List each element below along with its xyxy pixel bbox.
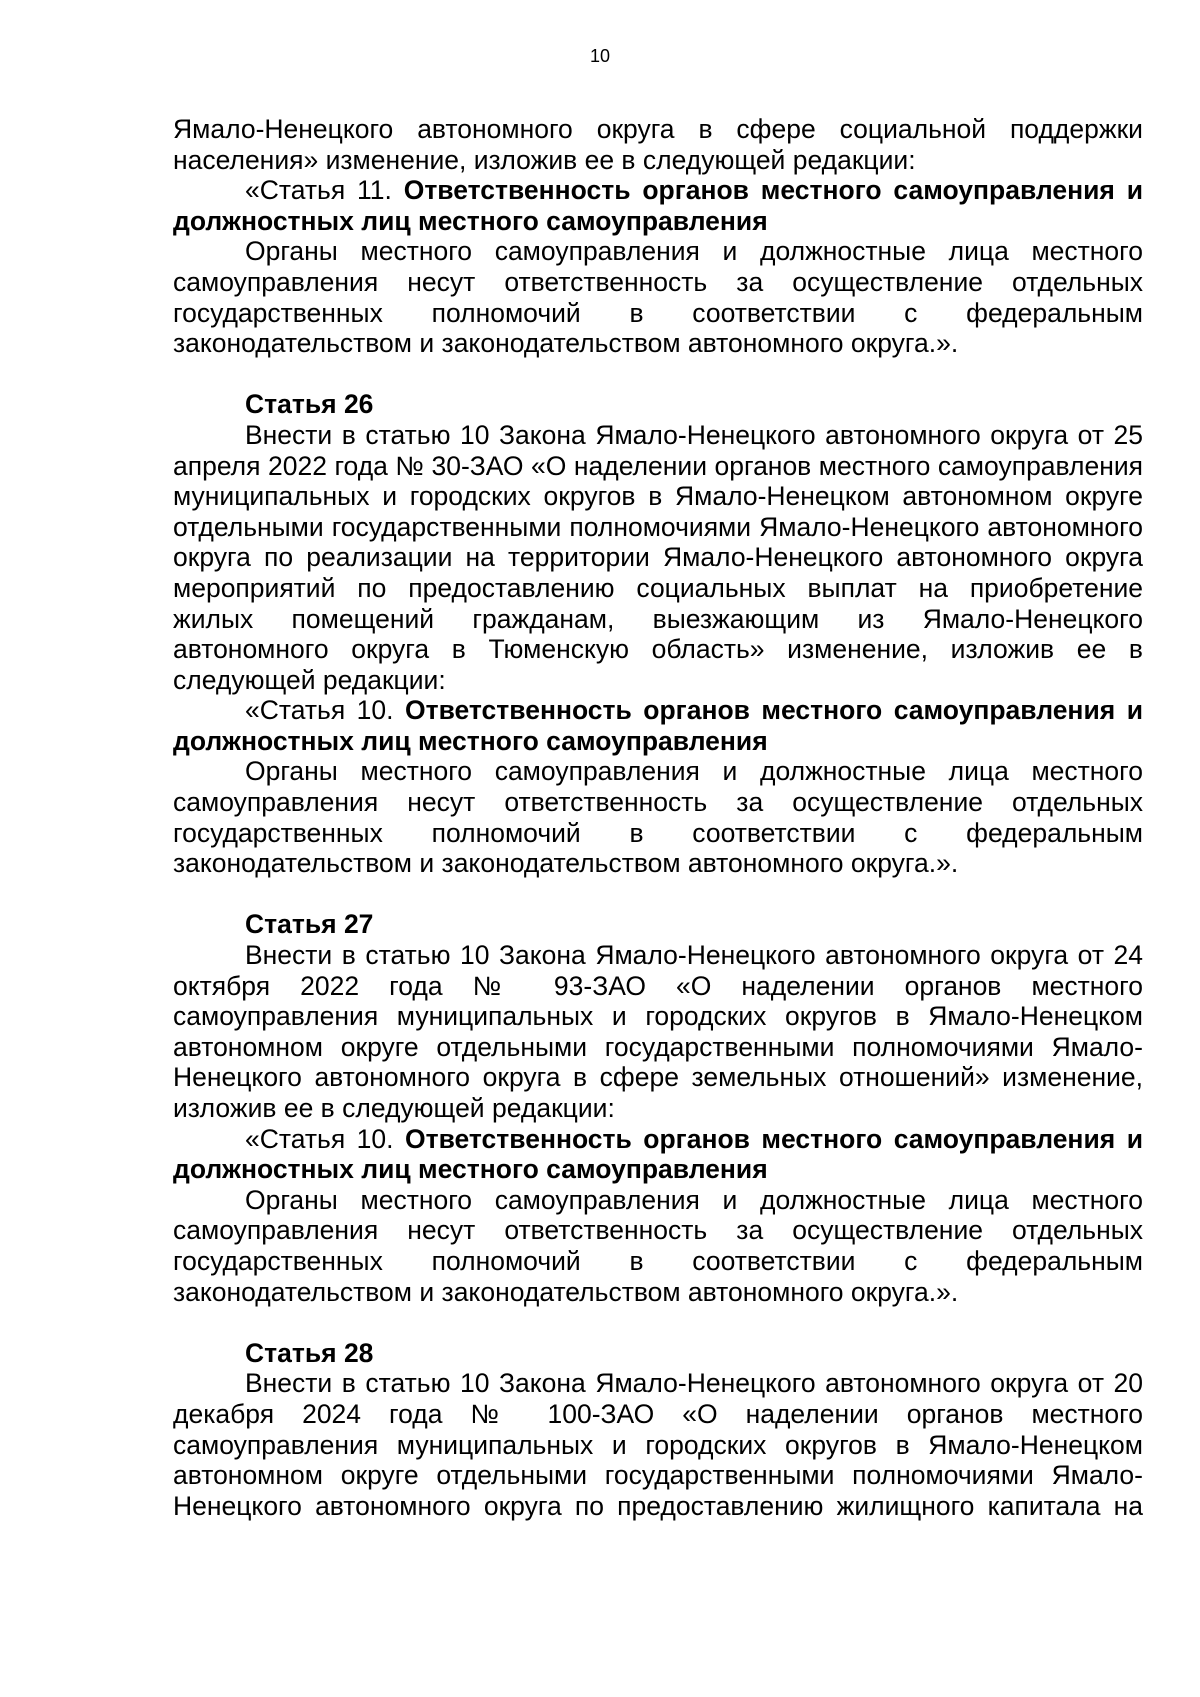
quoted-article-title bbox=[173, 695, 1143, 756]
lead-paragraph: Внести в статью 10 Закона Ямало-Ненецкого автономного округа от 24 октября 2022 года № 93-ЗАО «О наделении органов местного самоуправления муниципальных и городских округов в Ямало-Ненецком автономном округе отдельными государственными полномочиями Ямало-Ненецкого автономного округа в сфере земельных отношений» изменение, изложив ее в следующей редакции: bbox=[173, 940, 1143, 1123]
quoted-article-body: Органы местного самоуправления и должностные лица местного самоуправления несут ответственность за осуществление отдельных государственных полномочий в соответствии с федеральным законодательством и законодательством автономного округа.». bbox=[173, 236, 1143, 359]
article-heading: Статья 27 bbox=[245, 909, 374, 940]
document-body bbox=[173, 114, 1143, 1521]
quoted-article-title bbox=[173, 1124, 1143, 1185]
article-heading: Статья 28 bbox=[245, 1337, 374, 1368]
quoted-article-heading: Ответственность органов местного самоуправления и должностных лиц местного самоуправления bbox=[173, 695, 1143, 756]
lead-paragraph: Ямало-Ненецкого автономного округа в сфере социальной поддержки населения» изменение, изложив ее в следующей редакции: bbox=[173, 114, 1143, 175]
quoted-article-number: «Статья 10. bbox=[245, 695, 405, 726]
quoted-article-heading: Ответственность органов местного самоуправления и должностных лиц местного самоуправления bbox=[173, 175, 1143, 236]
quoted-article-title bbox=[173, 175, 1143, 236]
page-number: 10 bbox=[589, 46, 611, 66]
article-heading: Статья 26 bbox=[245, 389, 374, 420]
quoted-article-body: Органы местного самоуправления и должностные лица местного самоуправления несут ответственность за осуществление отдельных государственных полномочий в соответствии с федеральным законодательством и законодательством автономного округа.». bbox=[173, 756, 1143, 879]
lead-paragraph: Внести в статью 10 Закона Ямало-Ненецкого автономного округа от 20 декабря 2024 года № 100-ЗАО «О наделении органов местного самоуправления муниципальных и городских округов в Ямало-Ненецком автономном округе отдельными государственными полномочиями Ямало-Ненецкого автономного округа по предоставлению жилищного капитала на bbox=[173, 1368, 1143, 1521]
quoted-article-number: «Статья 11. bbox=[245, 175, 404, 206]
quoted-article-number: «Статья 10. bbox=[245, 1123, 405, 1154]
quoted-article-body: Органы местного самоуправления и должностные лица местного самоуправления несут ответственность за осуществление отдельных государственных полномочий в соответствии с федеральным законодательством и законодательством автономного округа.». bbox=[173, 1184, 1143, 1307]
quoted-article-heading: Ответственность органов местного самоуправления и должностных лиц местного самоуправления bbox=[173, 1123, 1143, 1185]
lead-paragraph: Внести в статью 10 Закона Ямало-Ненецкого автономного округа от 25 апреля 2022 года № 30-ЗАО «О наделении органов местного самоуправления муниципальных и городских округов в Ямало-Ненецком автономном округе отдельными государственными полномочиями Ямало-Ненецкого автономного округа по реализации на территории Ямало-Ненецкого автономного округа мероприятий по предоставлению социальных выплат на приобретение жилых помещений гражданам, выезжающим из Ямало-Ненецкого автономного округа в Тюменскую область» изменение, изложив ее в следующей редакции: bbox=[173, 419, 1143, 695]
